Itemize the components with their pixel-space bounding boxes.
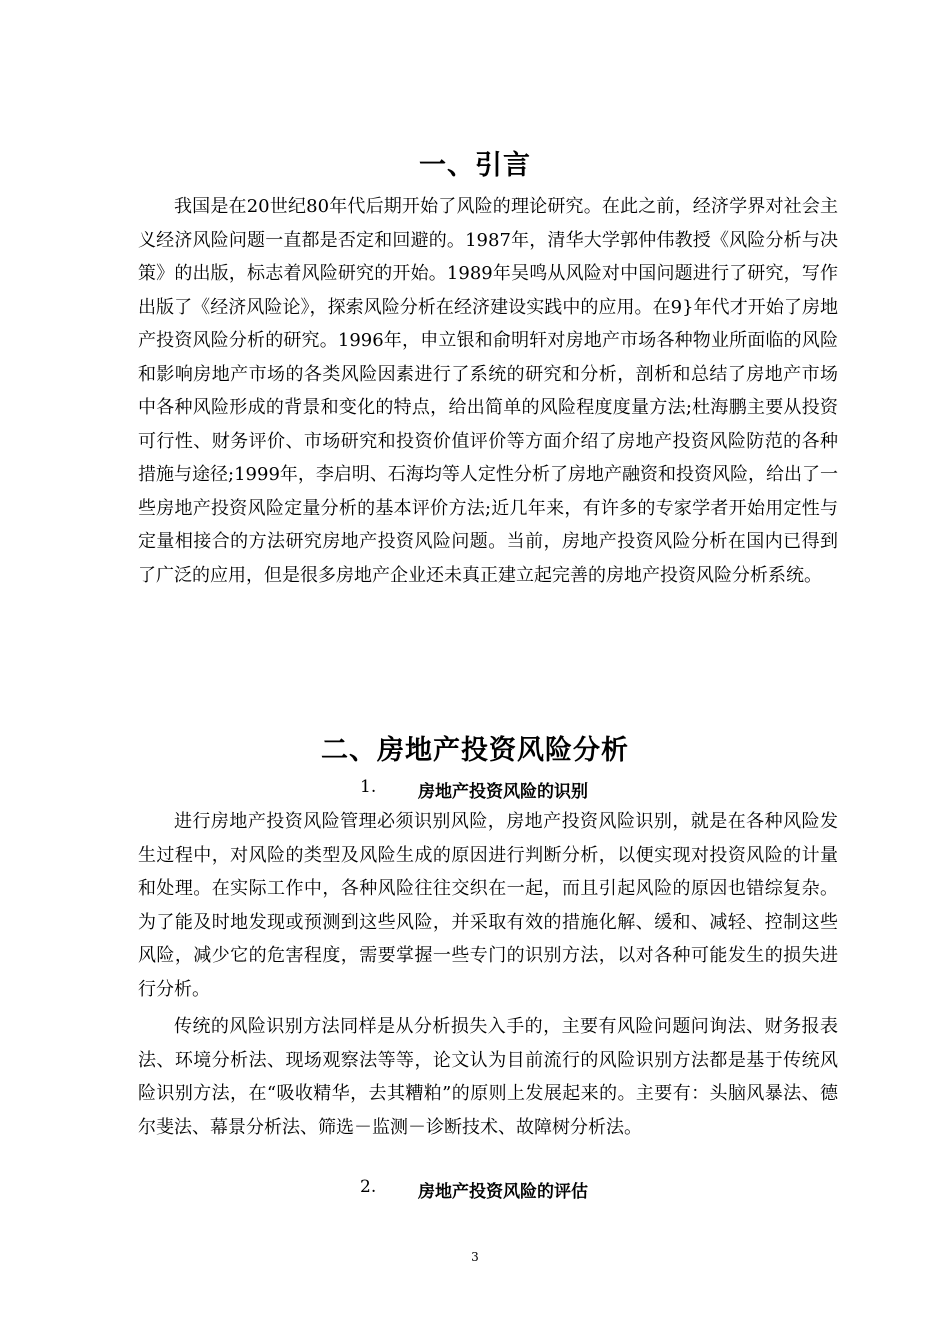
introduction-body	[138, 190, 838, 592]
identification-paragraph-1: 进行房地产投资风险管理必须识别风险，房地产投资风险识别，就是在各种风险发生过程中，对风险的类型及风险生成的原因进行判断分析，以便实现对投资风险的计量和处理。在实际工作中，各种风险往往交织在一起，而且引起风险的原因也错综复杂。为了能及时地发现或预测到这些风险，并采取有效的措施化解、缓和、减轻、控制这些风险，减少它的危害程度，需要掌握一些专门的识别方法，以对各种可能发生的损失进行分析。	[138, 811, 838, 1000]
subsection-title: 房地产投资风险的识别	[418, 782, 588, 802]
subsection-number: 1.	[360, 777, 377, 797]
page-number: 3	[471, 1250, 479, 1264]
introduction-paragraph: 我国是在20世纪80年代后期开始了风险的理论研究。在此之前，经济学界对社会主义经济风险问题一直都是否定和回避的。1987年，清华大学郭仲伟教授《风险分析与决策》的出版，标志着风险研究的开始。1989年吴鸣从风险对中国问题进行了研究，写作出版了《经济风险论》，探索风险分析在经济建设实践中的应用。在9}年代才开始了房地产投资风险分析的研究。1996年，申立银和俞明轩对房地产市场各种物业所面临的风险和影响房地产市场的各类风险因素进行了系统的研究和分析，剖析和总结了房地产市场中各种风险形成的背景和变化的特点，给出简单的风险程度度量方法;杜海鹏主要从投资可行性、财务评价、市场研究和投资价值评价等方面介绍了房地产投资风险防范的各种措施与途径;1999年，李启明、石海均等人定性分析了房地产融资和投资风险，给出了一些房地产投资风险定量分析的基本评价方法;近几年来，有许多的专家学者开始用定性与定量相接合的方法研究房地产投资风险问题。当前，房地产投资风险分析在国内已得到了广泛的应用，但是很多房地产企业还未真正建立起完善的房地产投资风险分析系统。	[138, 196, 838, 586]
subsection-title: 房地产投资风险的评估	[418, 1182, 588, 1202]
identification-paragraph-2: 传统的风险识别方法同样是从分析损失入手的，主要有风险问题问询法、财务报表法、环境分析法、现场观察法等等，论文认为目前流行的风险识别方法都是基于传统风险识别方法，在“吸收精华，去其糟粕”的原则上发展起来的。主要有：头脑风暴法、德尔斐法、幕景分析法、筛选－监测－诊断技术、故障树分析法。	[138, 1016, 838, 1138]
subsection-number: 2.	[360, 1177, 377, 1197]
identification-body	[138, 805, 838, 1144]
section-heading-risk-analysis: 二、房地产投资风险分析	[321, 735, 629, 766]
section-heading-introduction: 一、引言	[419, 150, 531, 181]
